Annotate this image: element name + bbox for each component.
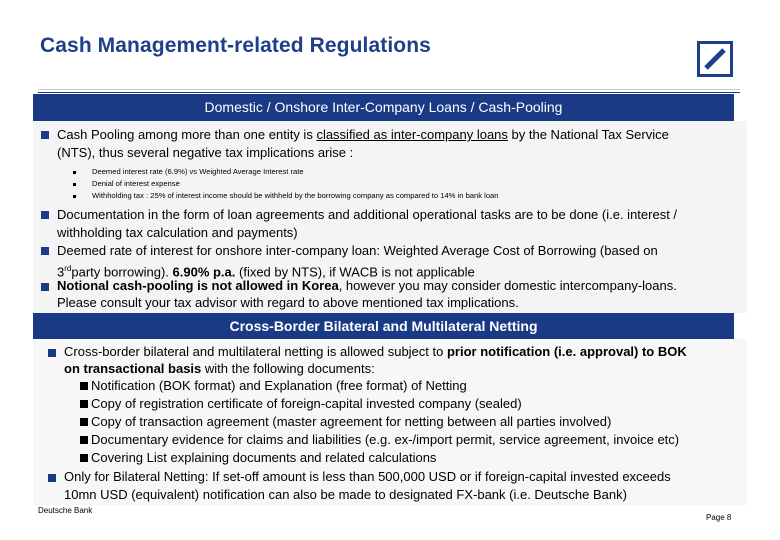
divider-top bbox=[38, 89, 740, 90]
checkbox-bullet-icon bbox=[80, 454, 88, 462]
divider-blue bbox=[38, 92, 740, 93]
section1-bullet3-line2: 3rdparty borrowing). 6.90% p.a. (fixed by NTS), if WACB is not applicable bbox=[57, 264, 475, 280]
document-item: Copy of registration certificate of foreign-capital invested company (sealed) bbox=[80, 395, 522, 413]
bullet-square-icon bbox=[41, 131, 49, 139]
document-item: Copy of transaction agreement (master agreement for netting between all parties involved) bbox=[80, 413, 611, 431]
section2-banner: Cross-Border Bilateral and Multilateral Netting bbox=[33, 313, 734, 339]
sub-bullet-icon bbox=[73, 195, 76, 198]
bullet-square-icon bbox=[48, 349, 56, 357]
section1-bullet4-line2: Please consult your tax advisor with regard to above mentioned tax implications. bbox=[57, 295, 519, 310]
checkbox-bullet-icon bbox=[80, 436, 88, 444]
section1-banner: Domestic / Onshore Inter-Company Loans / Cash-Pooling bbox=[33, 94, 734, 121]
section2-bullet2-line1: Only for Bilateral Netting: If set-off amount is less than 500,000 USD or if foreign-capital invested exceeds bbox=[64, 469, 671, 484]
footer-page-number: Page 8 bbox=[706, 513, 732, 522]
checkbox-bullet-icon bbox=[80, 382, 88, 390]
sub-item: Withholding tax : 25% of interest income should be withheld by the borrowing company as compared to 14% in bank loan bbox=[92, 191, 499, 200]
sub-bullet-icon bbox=[73, 171, 76, 174]
section1-bullet3-line1: Deemed rate of interest for onshore inter-company loan: Weighted Average Cost of Borrowing (based on bbox=[57, 243, 658, 258]
document-item: Documentary evidence for claims and liabilities (e.g. ex-/import permit, service agreement, invoice etc) bbox=[80, 431, 679, 449]
section2-bullet1-line2: on transactional basis with the following documents: bbox=[64, 361, 375, 376]
checkbox-bullet-icon bbox=[80, 400, 88, 408]
bullet-square-icon bbox=[41, 247, 49, 255]
section1-bullet1-line2: (NTS), thus several negative tax implications arise : bbox=[57, 145, 354, 160]
section1-bullet2-line1: Documentation in the form of loan agreements and additional operational tasks are to be done (i.e. interest / bbox=[57, 207, 678, 222]
bullet-square-icon bbox=[41, 211, 49, 219]
bullet-square-icon bbox=[48, 474, 56, 482]
sub-item: Denial of interest expense bbox=[92, 179, 180, 188]
section1-bullet4-line1: Notional cash-pooling is not allowed in Korea, however you may consider domestic intercompany-loans. bbox=[57, 278, 677, 293]
sub-item: Deemed interest rate (6.9%) vs Weighted Average Interest rate bbox=[92, 167, 304, 176]
section1-bullet1-line1: Cash Pooling among more than one entity is classified as inter-company loans by the National Tax Service bbox=[57, 127, 669, 142]
bullet-square-icon bbox=[41, 283, 49, 291]
page-title: Cash Management-related Regulations bbox=[40, 34, 431, 57]
sub-bullet-icon bbox=[73, 183, 76, 186]
document-item: Covering List explaining documents and related calculations bbox=[80, 449, 436, 467]
section1-bullet2-line2: withholding tax calculation and payments) bbox=[57, 225, 298, 240]
footer-company: Deutsche Bank bbox=[38, 506, 93, 515]
document-item: Notification (BOK format) and Explanation (free format) of Netting bbox=[80, 377, 467, 395]
section2-bullet2-line2: 10mn USD (equivalent) notification can also be made to designated FX-bank (i.e. Deutsche Bank) bbox=[64, 487, 627, 502]
section2-bullet1-line1: Cross-border bilateral and multilateral netting is allowed subject to prior notification (i.e. approval) to BOK bbox=[64, 344, 687, 359]
deutsche-bank-logo-icon bbox=[697, 41, 733, 77]
checkbox-bullet-icon bbox=[80, 418, 88, 426]
